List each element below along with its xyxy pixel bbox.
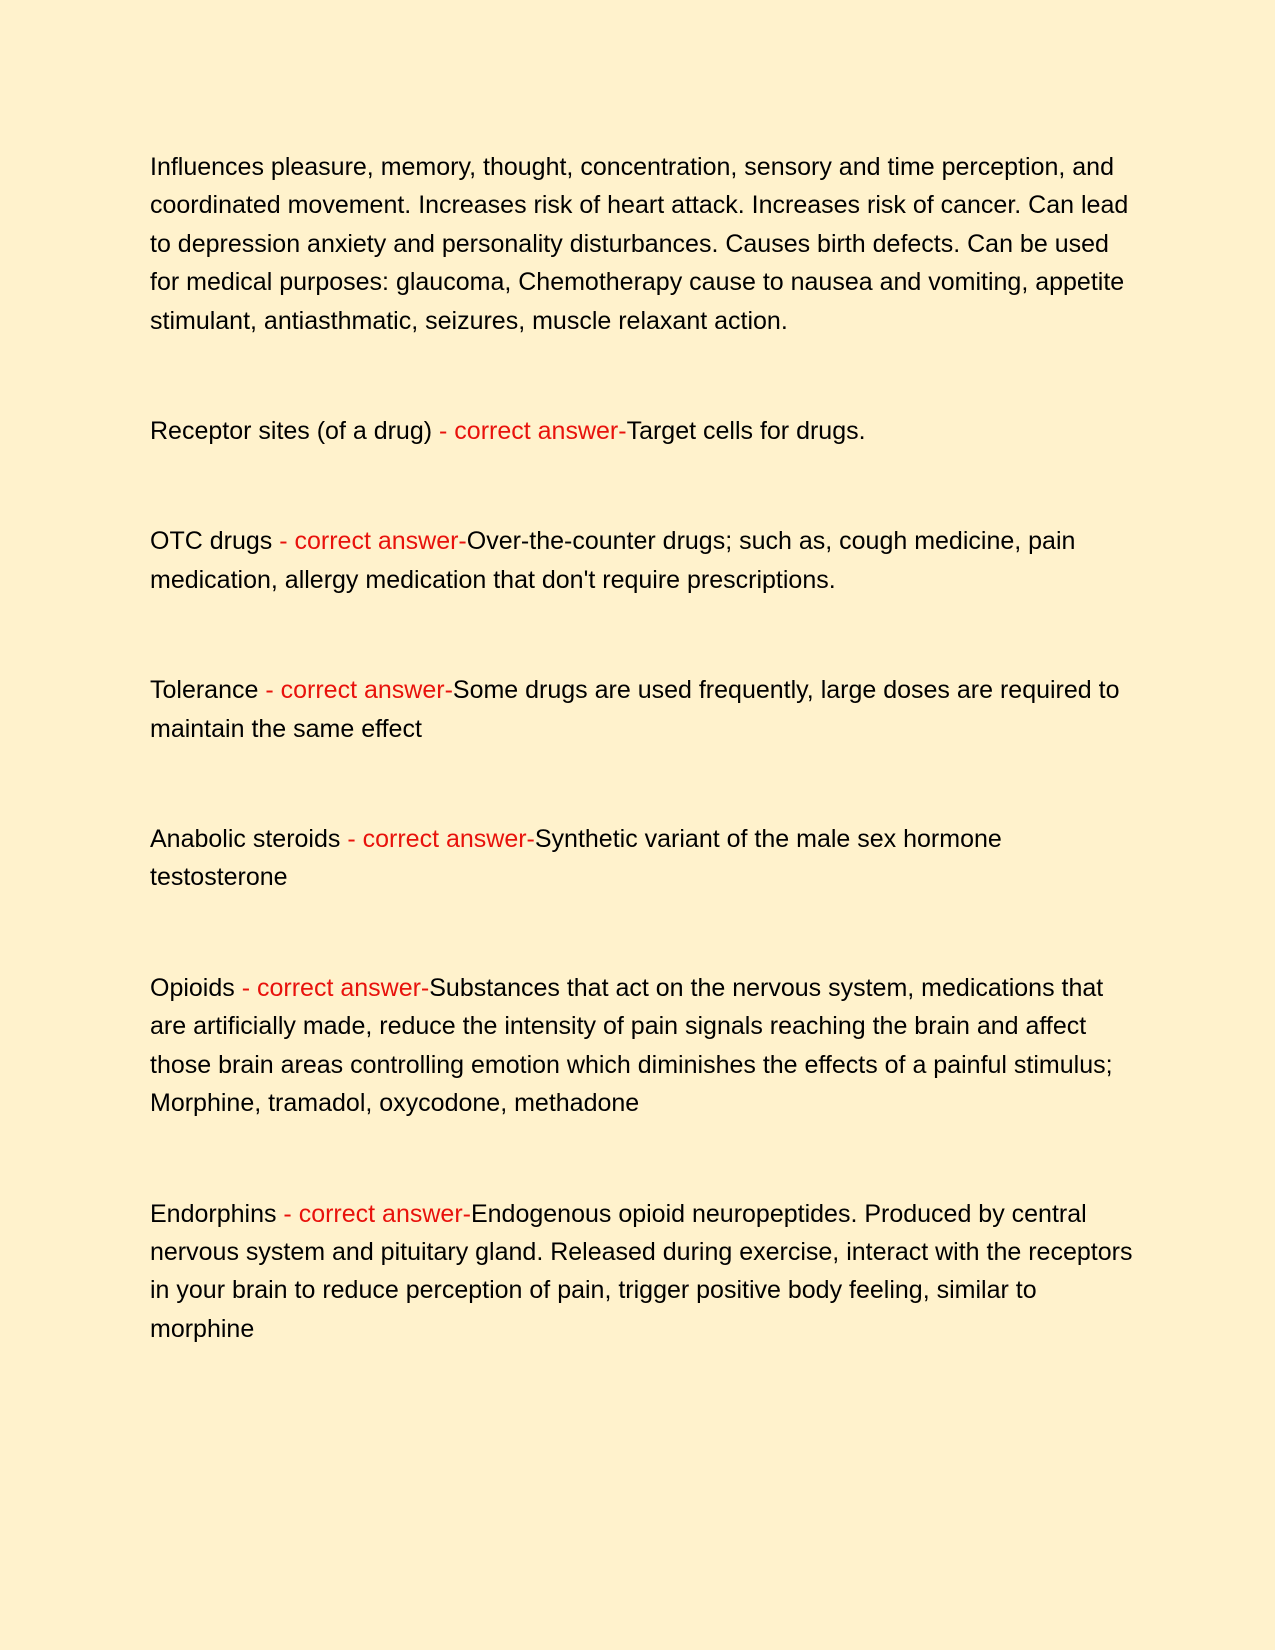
entry-term: Receptor sites (of a drug): [150, 417, 433, 446]
entry-answer: Some drugs are used frequently, large doses are required to maintain the same effect: [150, 676, 1120, 743]
entry-answer: Endogenous opioid neuropeptides. Produced by central nervous system and pituitary gland. Released during exercise, interact with the receptors in your brain to reduce perception of pain, trigger positive body feeling, similar to morphine: [150, 1199, 1133, 1343]
flashcard-entry: [150, 671, 1135, 748]
entry-answer: Substances that act on the nervous system, medications that are artificially made, reduce the intensity of pain signals reaching the brain and affect those brain areas controlling emotion which diminishes the effects of a painful stimulus; Morphine, tramadol, oxycodone, methadone: [150, 973, 1113, 1118]
entry-term: Anabolic steroids: [150, 825, 341, 854]
flashcard-entry: [150, 1195, 1135, 1349]
entry-term: Opioids: [150, 973, 235, 1002]
entry-answer: Synthetic variant of the male sex hormone testosterone: [150, 825, 1002, 892]
entry-term: OTC drugs: [150, 527, 273, 556]
correct-answer-marker: - correct answer-: [234, 973, 430, 1002]
entry-answer: Over-the-counter drugs; such as, cough medicine, pain medication, allergy medication that don't require prescriptions.: [150, 527, 1076, 594]
entry-answer: Target cells for drugs.: [626, 417, 866, 446]
document-page: [150, 148, 1135, 1420]
entry-term: Tolerance: [150, 676, 259, 705]
flashcard-entry: [150, 969, 1135, 1123]
entry-term: Endorphins: [150, 1199, 277, 1228]
flashcard-entry: [150, 522, 1135, 599]
intro-paragraph: Influences pleasure, memory, thought, concentration, sensory and time perception, and coordinated movement. Increases risk of heart attack. Increases risk of cancer. Can lead to depression anxiety and personality disturbances. Causes birth defects. Can be used for medical purposes: glaucoma, Chemotherapy cause to nausea and vomiting, appetite stimulant, antiasthmatic, seizures, muscle relaxant action.: [150, 153, 1129, 335]
flashcard-entry: [150, 412, 1135, 450]
correct-answer-marker: - correct answer-: [258, 676, 453, 705]
correct-answer-marker: - correct answer-: [272, 527, 467, 556]
flashcard-entry: [150, 820, 1135, 897]
correct-answer-marker: - correct answer-: [276, 1199, 471, 1228]
correct-answer-marker: - correct answer-: [340, 825, 535, 854]
correct-answer-marker: - correct answer-: [432, 417, 627, 446]
